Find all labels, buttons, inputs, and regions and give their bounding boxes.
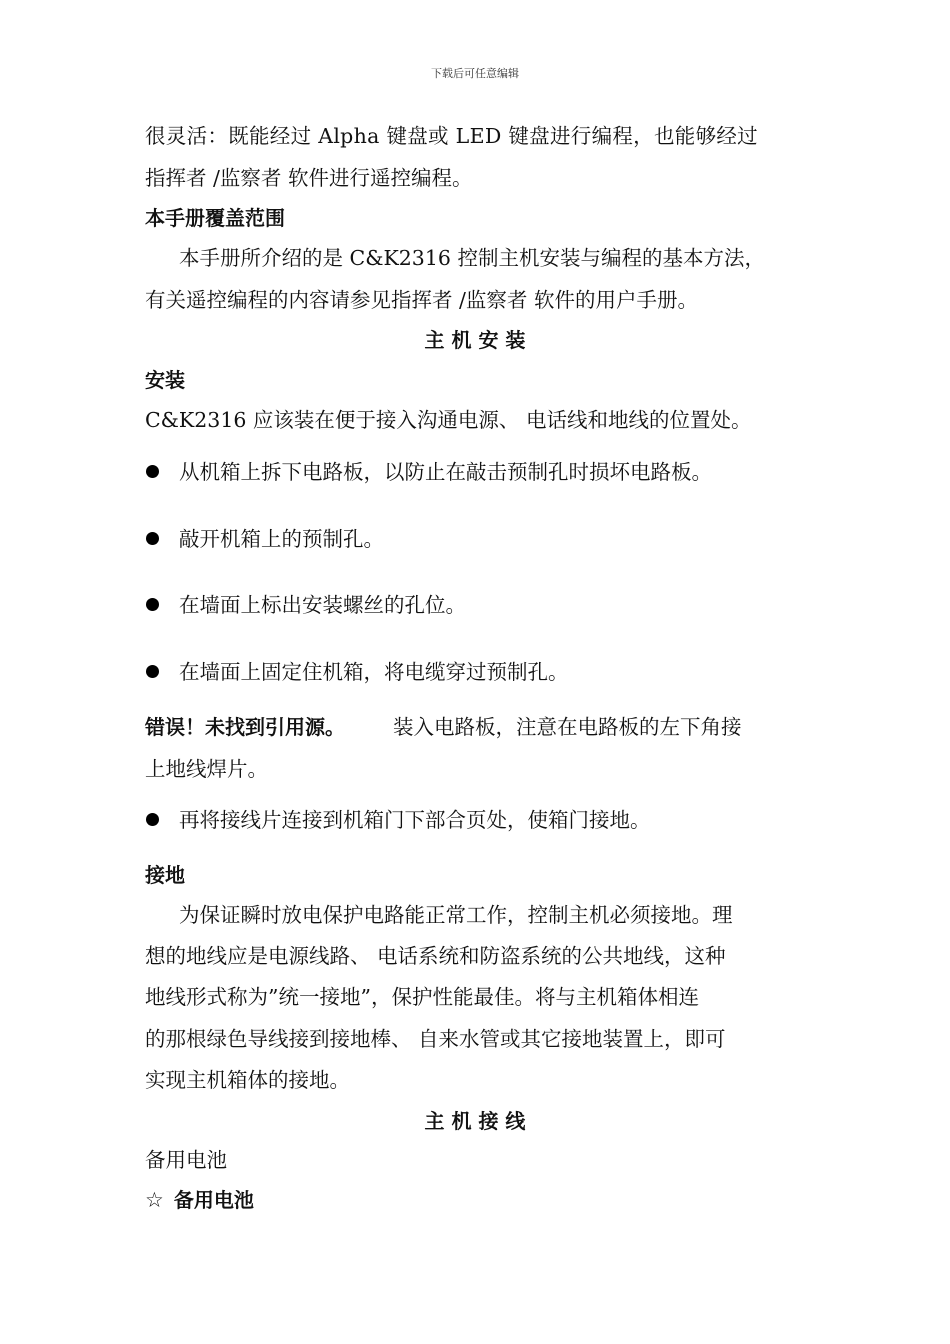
scope-heading: 本手册覆盖范围 bbox=[145, 206, 285, 230]
bullet-icon bbox=[146, 665, 159, 678]
bullet-text: 在墙面上标出安装螺丝的孔位。 bbox=[179, 593, 466, 617]
ground-line-3: 地线形式称为”统一接地”，保护性能最佳。将与主机箱体相连 bbox=[145, 985, 699, 1009]
battery-heading bbox=[145, 1185, 810, 1215]
page-header: 下载后可任意编辑 bbox=[431, 67, 519, 80]
error-reference-text: 装入电路板，注意在电路板的左下角接 bbox=[393, 715, 742, 739]
scope-line-2: 有关遥控编程的内容请参见指挥者 /监察者 软件的用户手册。 bbox=[145, 288, 698, 312]
error-reference-label: 错误！未找到引用源。 bbox=[145, 715, 345, 739]
scope-line-1: 本手册所介绍的是 C&K2316 控制主机安装与编程的基本方法， bbox=[179, 246, 765, 270]
ground-line-1: 为保证瞬时放电保护电路能正常工作，控制主机必须接地。理 bbox=[179, 903, 733, 927]
bullet-text: 敲开机箱上的预制孔。 bbox=[179, 527, 384, 551]
bullet-item bbox=[145, 457, 810, 487]
bullet-icon bbox=[146, 532, 159, 545]
star-icon: ☆ bbox=[145, 1188, 164, 1212]
ground-line-5: 实现主机箱体的接地。 bbox=[145, 1068, 350, 1092]
bullet-icon bbox=[146, 598, 159, 611]
wiring-subheading: 备用电池 bbox=[145, 1148, 227, 1172]
bullet-icon bbox=[146, 813, 159, 826]
ground-line-2: 想的地线应是电源线路、 电话系统和防盗系统的公共地线，这种 bbox=[145, 944, 726, 968]
ground-line-4: 的那根绿色导线接到接地棒、 自来水管或其它接地装置上，即可 bbox=[145, 1027, 726, 1051]
ground-heading: 接地 bbox=[145, 863, 185, 887]
bullet-icon bbox=[146, 465, 159, 478]
wiring-section-title: 主 机 接 线 bbox=[424, 1109, 526, 1133]
bullet-text: 从机箱上拆下电路板，以防止在敲击预制孔时损坏电路板。 bbox=[179, 460, 712, 484]
battery-heading-text: 备用电池 bbox=[173, 1188, 254, 1212]
error-reference-line bbox=[145, 712, 810, 742]
intro-line-2: 指挥者 /监察者 软件进行遥控编程。 bbox=[145, 166, 473, 190]
bullet-item bbox=[145, 657, 810, 687]
install-description: C&K2316 应该装在便于接入沟通电源、 电话线和地线的位置处。 bbox=[145, 408, 752, 432]
bullet-item bbox=[145, 805, 810, 835]
bullet-item bbox=[145, 524, 810, 554]
install-section-title: 主 机 安 装 bbox=[424, 328, 526, 352]
intro-line-1: 很灵活：既能经过 Alpha 键盘或 LED 键盘进行编程，也能够经过 bbox=[145, 124, 758, 148]
error-reference-continuation: 上地线焊片。 bbox=[145, 757, 268, 781]
install-heading: 安装 bbox=[145, 368, 185, 392]
bullet-item bbox=[145, 590, 810, 620]
bullet-text: 在墙面上固定住机箱，将电缆穿过预制孔。 bbox=[179, 660, 569, 684]
bullet-text: 再将接线片连接到机箱门下部合页处，使箱门接地。 bbox=[179, 808, 651, 832]
